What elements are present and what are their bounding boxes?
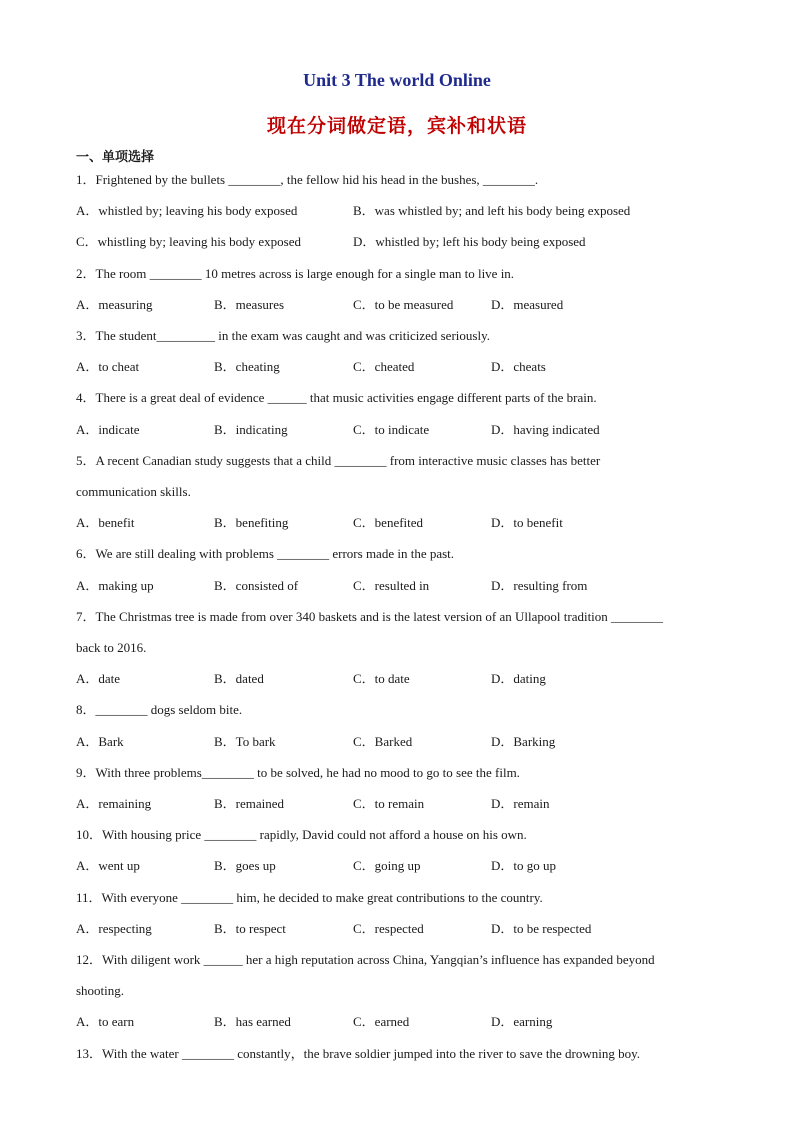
answer-option: D．to benefit — [491, 515, 563, 531]
answer-option: B．was whistled by; and left his body being exposed — [353, 203, 631, 219]
answer-option: D．to go up — [491, 858, 557, 874]
answer-option: D．measured — [491, 296, 564, 312]
answer-option: B．remained — [214, 796, 285, 811]
answer-option: A．making up — [76, 577, 154, 593]
answer-option: B．consisted of — [214, 577, 299, 593]
answer-option: C．whistling by; leaving his body exposed — [76, 234, 301, 250]
answer-option: B．cheating — [214, 359, 280, 375]
answer-option: A．date — [76, 671, 121, 687]
answer-option: D．resulting from — [491, 577, 588, 593]
answer-option: B．has earned — [214, 1014, 291, 1030]
answer-option: C．going up — [353, 858, 421, 874]
answer-option: A．whistled by; leaving his body exposed — [76, 203, 298, 219]
answer-option: A．went up — [76, 858, 140, 874]
answer-option: B．dated — [214, 671, 264, 687]
answer-option: A．Bark — [76, 733, 124, 749]
question-stem: 5．A recent Canadian study suggests that a child ________ from interactive music classes has better — [76, 452, 601, 468]
answer-option: B．goes up — [214, 858, 276, 874]
answer-option: C．benefited — [353, 515, 424, 531]
answer-option: D．dating — [491, 671, 546, 687]
answer-option: A．measuring — [76, 296, 153, 312]
answer-option: A．to cheat — [76, 359, 140, 375]
question-stem: 4．There is a great deal of evidence ______ that music activities engage different parts of the brain. — [76, 390, 597, 406]
answer-option: A．to earn — [76, 1014, 135, 1030]
answer-option: B．benefiting — [214, 515, 289, 531]
question-stem-continued: shooting. — [76, 983, 125, 999]
answer-option: C．to remain — [353, 796, 425, 811]
answer-option: D．cheats — [491, 359, 546, 375]
answer-option: C．Barked — [353, 733, 413, 749]
answer-option: B．indicating — [214, 421, 288, 437]
answer-option: D．whistled by; left his body being exposed — [353, 234, 586, 250]
answer-option: C．to be measured — [353, 296, 454, 312]
answer-option: D．to be respected — [491, 920, 592, 936]
question-stem: 10．With housing price ________ rapidly, David could not afford a house on his own. — [76, 827, 527, 843]
question-stem: 7．The Christmas tree is made from over 340 baskets and is the latest version of an Ullapool tradition ________ — [76, 608, 664, 624]
question-stem-continued: back to 2016. — [76, 640, 147, 655]
question-stem: 12．With diligent work ______ her a high reputation across China, Yangqian’s influence has expanded beyond — [76, 952, 655, 967]
answer-option: C．earned — [353, 1014, 410, 1030]
answer-option: D．having indicated — [491, 421, 600, 437]
page-subtitle: 现在分词做定语，宾补和状语 — [266, 115, 527, 137]
answer-option: D．remain — [491, 796, 550, 811]
answer-option: B．measures — [214, 296, 285, 312]
answer-option: C．to indicate — [353, 421, 430, 437]
answer-option: D．Barking — [491, 733, 556, 749]
answer-option: C．resulted in — [353, 577, 430, 593]
answer-option: C．respected — [353, 920, 424, 936]
answer-option: A．benefit — [76, 515, 135, 531]
page-title: Unit 3 The world Online — [303, 70, 491, 90]
question-stem: 9．With three problems________ to be solved, he had no mood to go to see the film. — [76, 764, 520, 780]
answer-option: B．to respect — [214, 920, 286, 936]
answer-option: A．respecting — [76, 920, 152, 936]
question-stem: 11．With everyone ________ him, he decided to make great contributions to the country. — [76, 889, 543, 905]
answer-option: C．to date — [353, 671, 410, 687]
section-heading: 一、单项选择 — [76, 150, 155, 165]
answer-option: A．remaining — [76, 796, 152, 811]
question-stem: 3．The student_________ in the exam was caught and was criticized seriously. — [76, 328, 490, 343]
question-stem: 13．With the water ________ constantly，the brave soldier jumped into the river to save the drowning boy. — [76, 1045, 641, 1061]
question-stem: 2．The room ________ 10 metres across is large enough for a single man to live in. — [76, 265, 515, 281]
question-stem: 6．We are still dealing with problems ________ errors made in the past. — [76, 546, 455, 562]
answer-option: B．To bark — [214, 733, 276, 749]
answer-option: C．cheated — [353, 359, 415, 375]
question-stem: 1．Frightened by the bullets ________, the fellow hid his head in the bushes, ________. — [76, 172, 539, 187]
question-stem-continued: communication skills. — [76, 484, 191, 499]
question-stem: 8．________ dogs seldom bite. — [76, 702, 243, 718]
answer-option: D．earning — [491, 1014, 553, 1030]
answer-option: A．indicate — [76, 421, 140, 437]
